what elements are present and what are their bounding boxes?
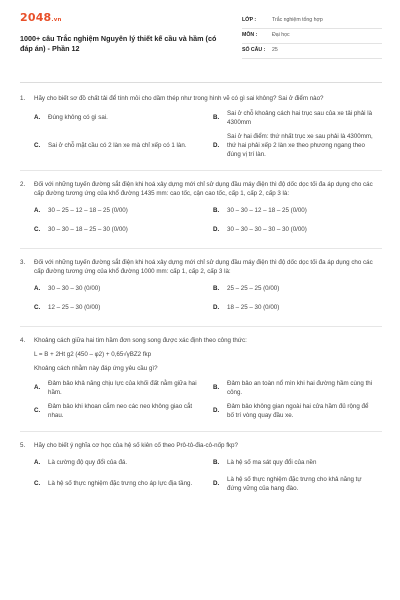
answer-grid <box>34 283 382 316</box>
answer-option-c[interactable] <box>34 133 203 160</box>
answer-option-d[interactable] <box>213 224 382 238</box>
answer-text: Là hệ số thực nghiệm đặc trưng cho áp lực địa tầng. <box>48 480 193 488</box>
question-number: 2. <box>20 180 26 188</box>
answer-option-a[interactable] <box>34 205 203 219</box>
document-title: 1000+ câu Trắc nghiệm Nguyên lý thiết kế cầu và hầm (có đáp án) - Phần 12 <box>20 34 217 53</box>
answer-text: Sai ở chỗ mặt cầu có 2 làn xe mà chỉ xếp có 1 làn. <box>48 141 187 149</box>
answer-option-b[interactable] <box>213 283 382 297</box>
answer-text: Đảm bảo khả năng chịu lực của khối đất nằm giữa hai hầm. <box>48 379 197 396</box>
answer-text: 30 – 30 – 30 – 30 – 30 (0/00) <box>227 226 307 234</box>
answer-text: Sai ở chỗ khoảng cách hai trục sau của xe tải phải là 4300mm <box>227 109 373 126</box>
answer-text: 12 – 25 – 30 (0/00) <box>48 304 101 312</box>
answer-letter: D. <box>213 226 220 234</box>
question-2 <box>20 181 382 249</box>
meta-key: SỐ CÂU : <box>242 47 266 54</box>
answer-letter: A. <box>34 114 41 122</box>
answer-letter: C. <box>34 480 41 488</box>
answer-text: 30 – 25 – 12 – 18 – 25 (0/00) <box>48 207 128 215</box>
answer-text: Đảm bảo không gian ngoài hai cửa hầm đủ rộng để bố trí vòng quay đầu xe. <box>227 402 369 419</box>
answer-option-c[interactable] <box>34 302 203 316</box>
answer-option-c[interactable] <box>34 403 203 421</box>
answer-text: Là cường độ quy đổi của đá. <box>48 459 128 467</box>
meta-table <box>242 14 382 72</box>
answer-option-b[interactable] <box>213 380 382 398</box>
answer-letter: D. <box>213 480 220 488</box>
answer-letter: D. <box>213 141 220 149</box>
question-divider <box>20 326 382 327</box>
answer-text: Đảm bảo an toàn nổ mìn khi hai đường hầm cùng thi công. <box>227 379 373 396</box>
answer-grid <box>34 380 382 421</box>
meta-row-count <box>242 44 382 59</box>
answer-option-a[interactable] <box>34 283 203 297</box>
answer-option-b[interactable] <box>213 110 382 128</box>
answer-text: Là hệ số ma sát quy đổi của nền <box>227 459 317 467</box>
question-text: Đối với những tuyến đường sắt điện khi hoá xây dựng mới chỉ sử dụng đầu máy điện thì độ dốc dọc tối đa áp dụng cho các cấp đường tương ứng của khổ đường 1435 mm: cao tốc, cận cao tốc, cấp 1, cấp 2, cấp 3 là: <box>34 180 373 197</box>
answer-text: Là hệ số thực nghiệm đặc trưng cho khả năng tự đứng vững của hang đào. <box>227 475 362 492</box>
question-number: 5. <box>20 441 26 449</box>
answer-grid <box>34 457 382 494</box>
question-divider <box>20 170 382 171</box>
question-text: Khoảng cách giữa hai tim hầm đơn song song được xác định theo công thức: <box>34 336 247 344</box>
answer-letter: D. <box>213 304 220 312</box>
answer-letter: C. <box>34 304 41 312</box>
answer-option-c[interactable] <box>34 224 203 238</box>
answer-text: Đúng không có gì sai. <box>48 114 108 122</box>
meta-row-subject <box>242 29 382 44</box>
answer-text: Sai ở hai điểm: thứ nhất trục xe sau phải là 4300mm, thứ hai phải xếp 2 làn xe theo phương ngang theo đúng vị trí làn. <box>227 132 373 158</box>
answer-letter: C. <box>34 226 41 234</box>
meta-key: LỚP : <box>242 17 257 24</box>
meta-value: Đại học <box>272 32 290 39</box>
question-text: Hãy cho biết sơ đồ chất tải để tính mỏi cho dầm thép như trong hình vẽ có gì sai không? Sai ở điểm nào? <box>34 95 324 102</box>
meta-value: Trắc nghiệm tổng hợp <box>272 17 323 24</box>
answer-letter: B. <box>213 384 220 392</box>
answer-option-a[interactable] <box>34 380 203 398</box>
question-number: 4. <box>20 336 26 344</box>
question-5 <box>20 442 382 494</box>
answer-letter: C. <box>34 407 41 415</box>
answer-option-c[interactable] <box>34 476 203 494</box>
brand-block <box>20 10 230 72</box>
answer-text: 30 – 30 – 18 – 25 – 30 (0/00) <box>48 226 128 234</box>
header-divider <box>20 82 382 83</box>
answer-letter: A. <box>34 285 41 293</box>
worksheet-header <box>20 10 382 72</box>
question-3 <box>20 259 382 327</box>
site-logo[interactable]: 2048.vn <box>20 11 62 24</box>
answer-text: 25 – 25 – 25 (0/00) <box>227 285 280 293</box>
meta-key: MÔN : <box>242 32 258 39</box>
answer-letter: B. <box>213 459 220 467</box>
answer-option-d[interactable] <box>213 403 382 421</box>
question-list <box>20 95 382 494</box>
question-subtext: Khoảng cách nhằm này đáp ứng yêu cầu gì? <box>34 364 158 372</box>
answer-letter: B. <box>213 114 220 122</box>
answer-option-a[interactable] <box>34 110 203 128</box>
answer-option-d[interactable] <box>213 302 382 316</box>
meta-row-class <box>242 14 382 29</box>
answer-letter: A. <box>34 459 41 467</box>
question-divider <box>20 248 382 249</box>
question-4 <box>20 337 382 432</box>
answer-letter: A. <box>34 384 41 392</box>
question-text: Đối với những tuyến đường sắt điện khi hoá xây dựng mới chỉ sử dụng đầu máy điện thì độ dốc dọc tối đa áp dụng cho các cấp đường tương ứng của khổ đường 1000 mm: cấp 1, cấp 2, cấp 3 là: <box>34 258 373 275</box>
answer-letter: B. <box>213 207 220 215</box>
answer-letter: D. <box>213 407 220 415</box>
answer-option-d[interactable] <box>213 133 382 160</box>
answer-text: 30 – 30 – 12 – 18 – 25 (0/00) <box>227 207 307 215</box>
question-text: Hãy cho biết ý nghĩa cơ học của hệ số kiên cố theo Prô-tô-đia-cô-nốp fkp? <box>34 441 238 449</box>
question-number: 3. <box>20 258 26 266</box>
answer-option-d[interactable] <box>213 476 382 494</box>
answer-grid <box>34 110 382 160</box>
answer-letter: C. <box>34 141 41 149</box>
answer-option-a[interactable] <box>34 457 203 471</box>
answer-grid <box>34 205 382 238</box>
answer-text: Đảm bảo khi khoan cắm neo các neo không giao cắt nhau. <box>48 402 193 419</box>
formula-text: L = B + 2Ht g2 (450 – φ2) + 0,65√γBZ2 fkp <box>34 350 152 358</box>
answer-text: 30 – 30 – 30 (0/00) <box>48 285 101 293</box>
answer-letter: B. <box>213 285 220 293</box>
answer-text: 18 – 25 – 30 (0/00) <box>227 304 280 312</box>
answer-letter: A. <box>34 207 41 215</box>
meta-value: 25 <box>272 47 278 54</box>
question-divider <box>20 431 382 432</box>
answer-option-b[interactable] <box>213 205 382 219</box>
question-1 <box>20 95 382 171</box>
answer-option-b[interactable] <box>213 457 382 471</box>
question-number: 1. <box>20 95 26 102</box>
